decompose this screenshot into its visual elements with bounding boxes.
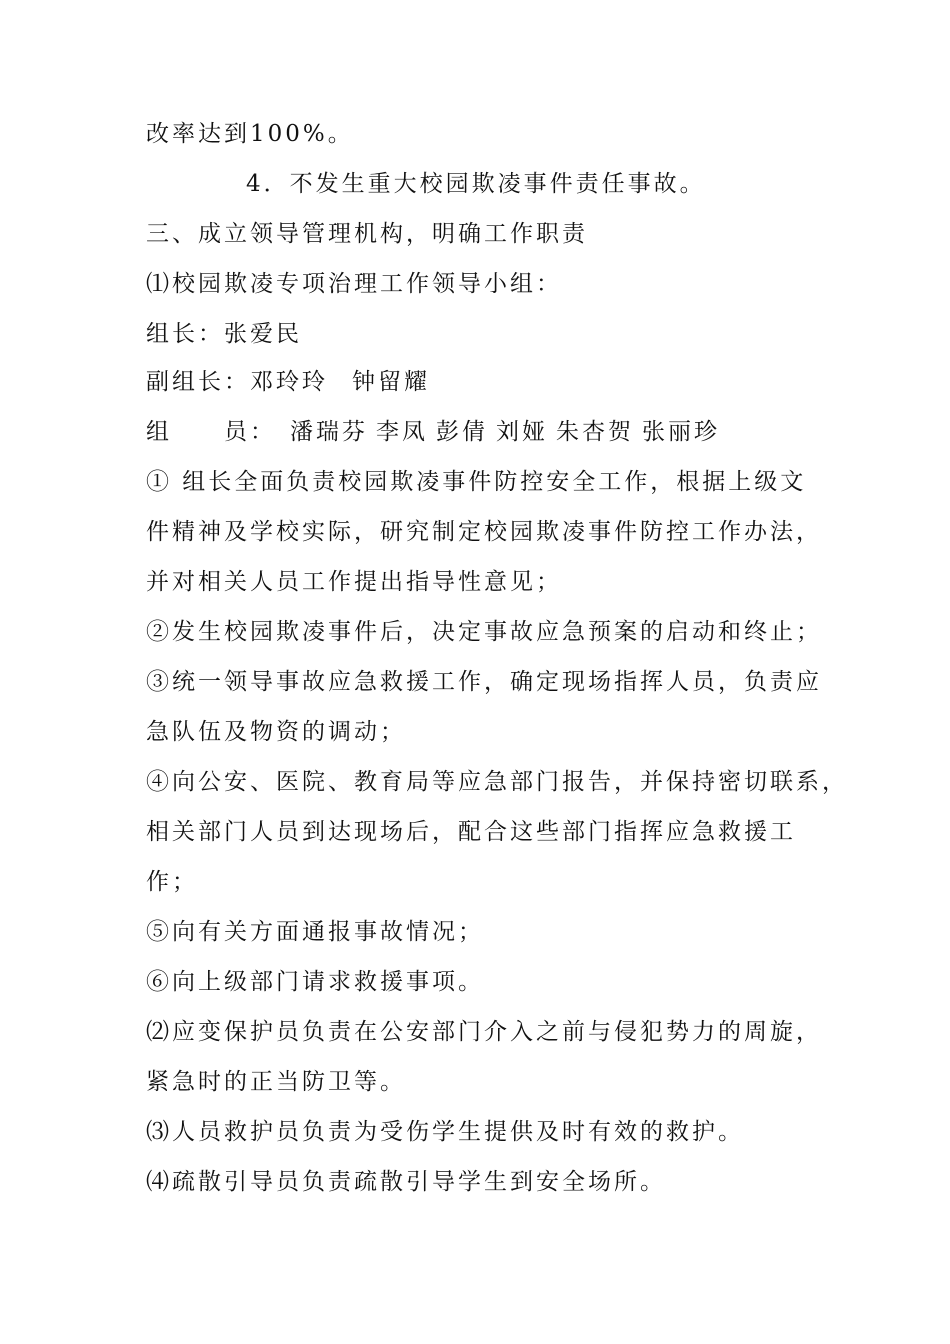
member-name: 张丽珍 (642, 419, 720, 445)
member-label: 组 员： (146, 419, 276, 445)
deputy-leader-label: 副组长： (146, 369, 250, 395)
leader-line: 组长：张爱民 (146, 321, 302, 347)
text-line: 紧急时的正当防卫等。 (146, 1069, 406, 1095)
deputy-leader-name: 钟留耀 (352, 369, 430, 395)
member-line (146, 412, 826, 452)
text-line: 相关部门人员到达现场后，配合这些部门指挥应急救援工 (146, 819, 796, 845)
text-line: ③统一领导事故应急救援工作，确定现场指挥人员，负责应 (146, 669, 822, 695)
text-line: 急队伍及物资的调动； (146, 719, 406, 745)
text-line: ⑴校园欺凌专项治理工作领导小组： (146, 271, 562, 297)
text-line: ⑶人员救护员负责为受伤学生提供及时有效的救护。 (146, 1119, 744, 1145)
text-line: ① 组长全面负责校园欺凌事件防控安全工作，根据上级文 (146, 469, 807, 495)
member-name: 李凤 (376, 419, 428, 445)
deputy-leader-name: 邓玲玲 (250, 369, 328, 395)
text-line: 件精神及学校实际，研究制定校园欺凌事件防控工作办法， (146, 519, 822, 545)
member-name: 彭倩 (436, 419, 488, 445)
text-line: 4．不发生重大校园欺凌事件责任事故。 (246, 171, 706, 197)
text-line: 并对相关人员工作提出指导性意见； (146, 569, 562, 595)
deputy-leader-line (146, 362, 826, 402)
text-line: ⑷疏散引导员负责疏散引导学生到安全场所。 (146, 1169, 666, 1195)
text-line: 改率达到100%。 (146, 121, 354, 147)
text-line: ⑤向有关方面通报事故情况； (146, 919, 484, 945)
text-line: ②发生校园欺凌事件后，决定事故应急预案的启动和终止； (146, 619, 822, 645)
member-name: 朱杏贺 (556, 419, 634, 445)
text-line: ⑵应变保护员负责在公安部门介入之前与侵犯势力的周旋， (146, 1019, 822, 1045)
section-heading: 三、成立领导管理机构，明确工作职责 (146, 221, 588, 247)
text-line: 作； (146, 869, 198, 895)
member-name: 刘娅 (496, 419, 548, 445)
member-name: 潘瑞芬 (290, 419, 368, 445)
text-line: ④向公安、医院、教育局等应急部门报告，并保持密切联系， (146, 769, 848, 795)
text-line: ⑥向上级部门请求救援事项。 (146, 969, 484, 995)
